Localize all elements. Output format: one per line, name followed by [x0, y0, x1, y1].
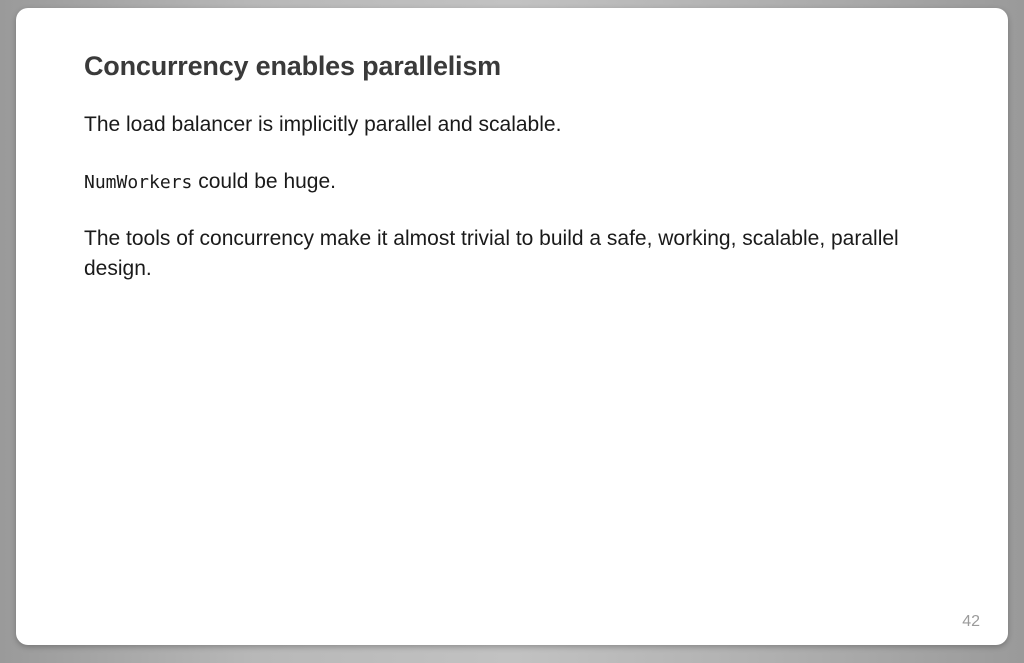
page-number: 42	[962, 613, 980, 630]
body-paragraph-1: The load balancer is implicitly parallel and scalable.	[84, 113, 562, 137]
body-paragraph-2-text: could be huge.	[192, 170, 336, 194]
body-paragraph-3: The tools of concurrency make it almost trivial to build a safe, working, scalable, parallel design.	[84, 227, 899, 280]
slide-content	[84, 50, 958, 284]
inline-code-numworkers: NumWorkers	[84, 172, 193, 194]
body-paragraph-2	[84, 167, 958, 197]
page-title: Concurrency enables parallelism	[84, 51, 501, 81]
slide-canvas	[16, 8, 1008, 645]
